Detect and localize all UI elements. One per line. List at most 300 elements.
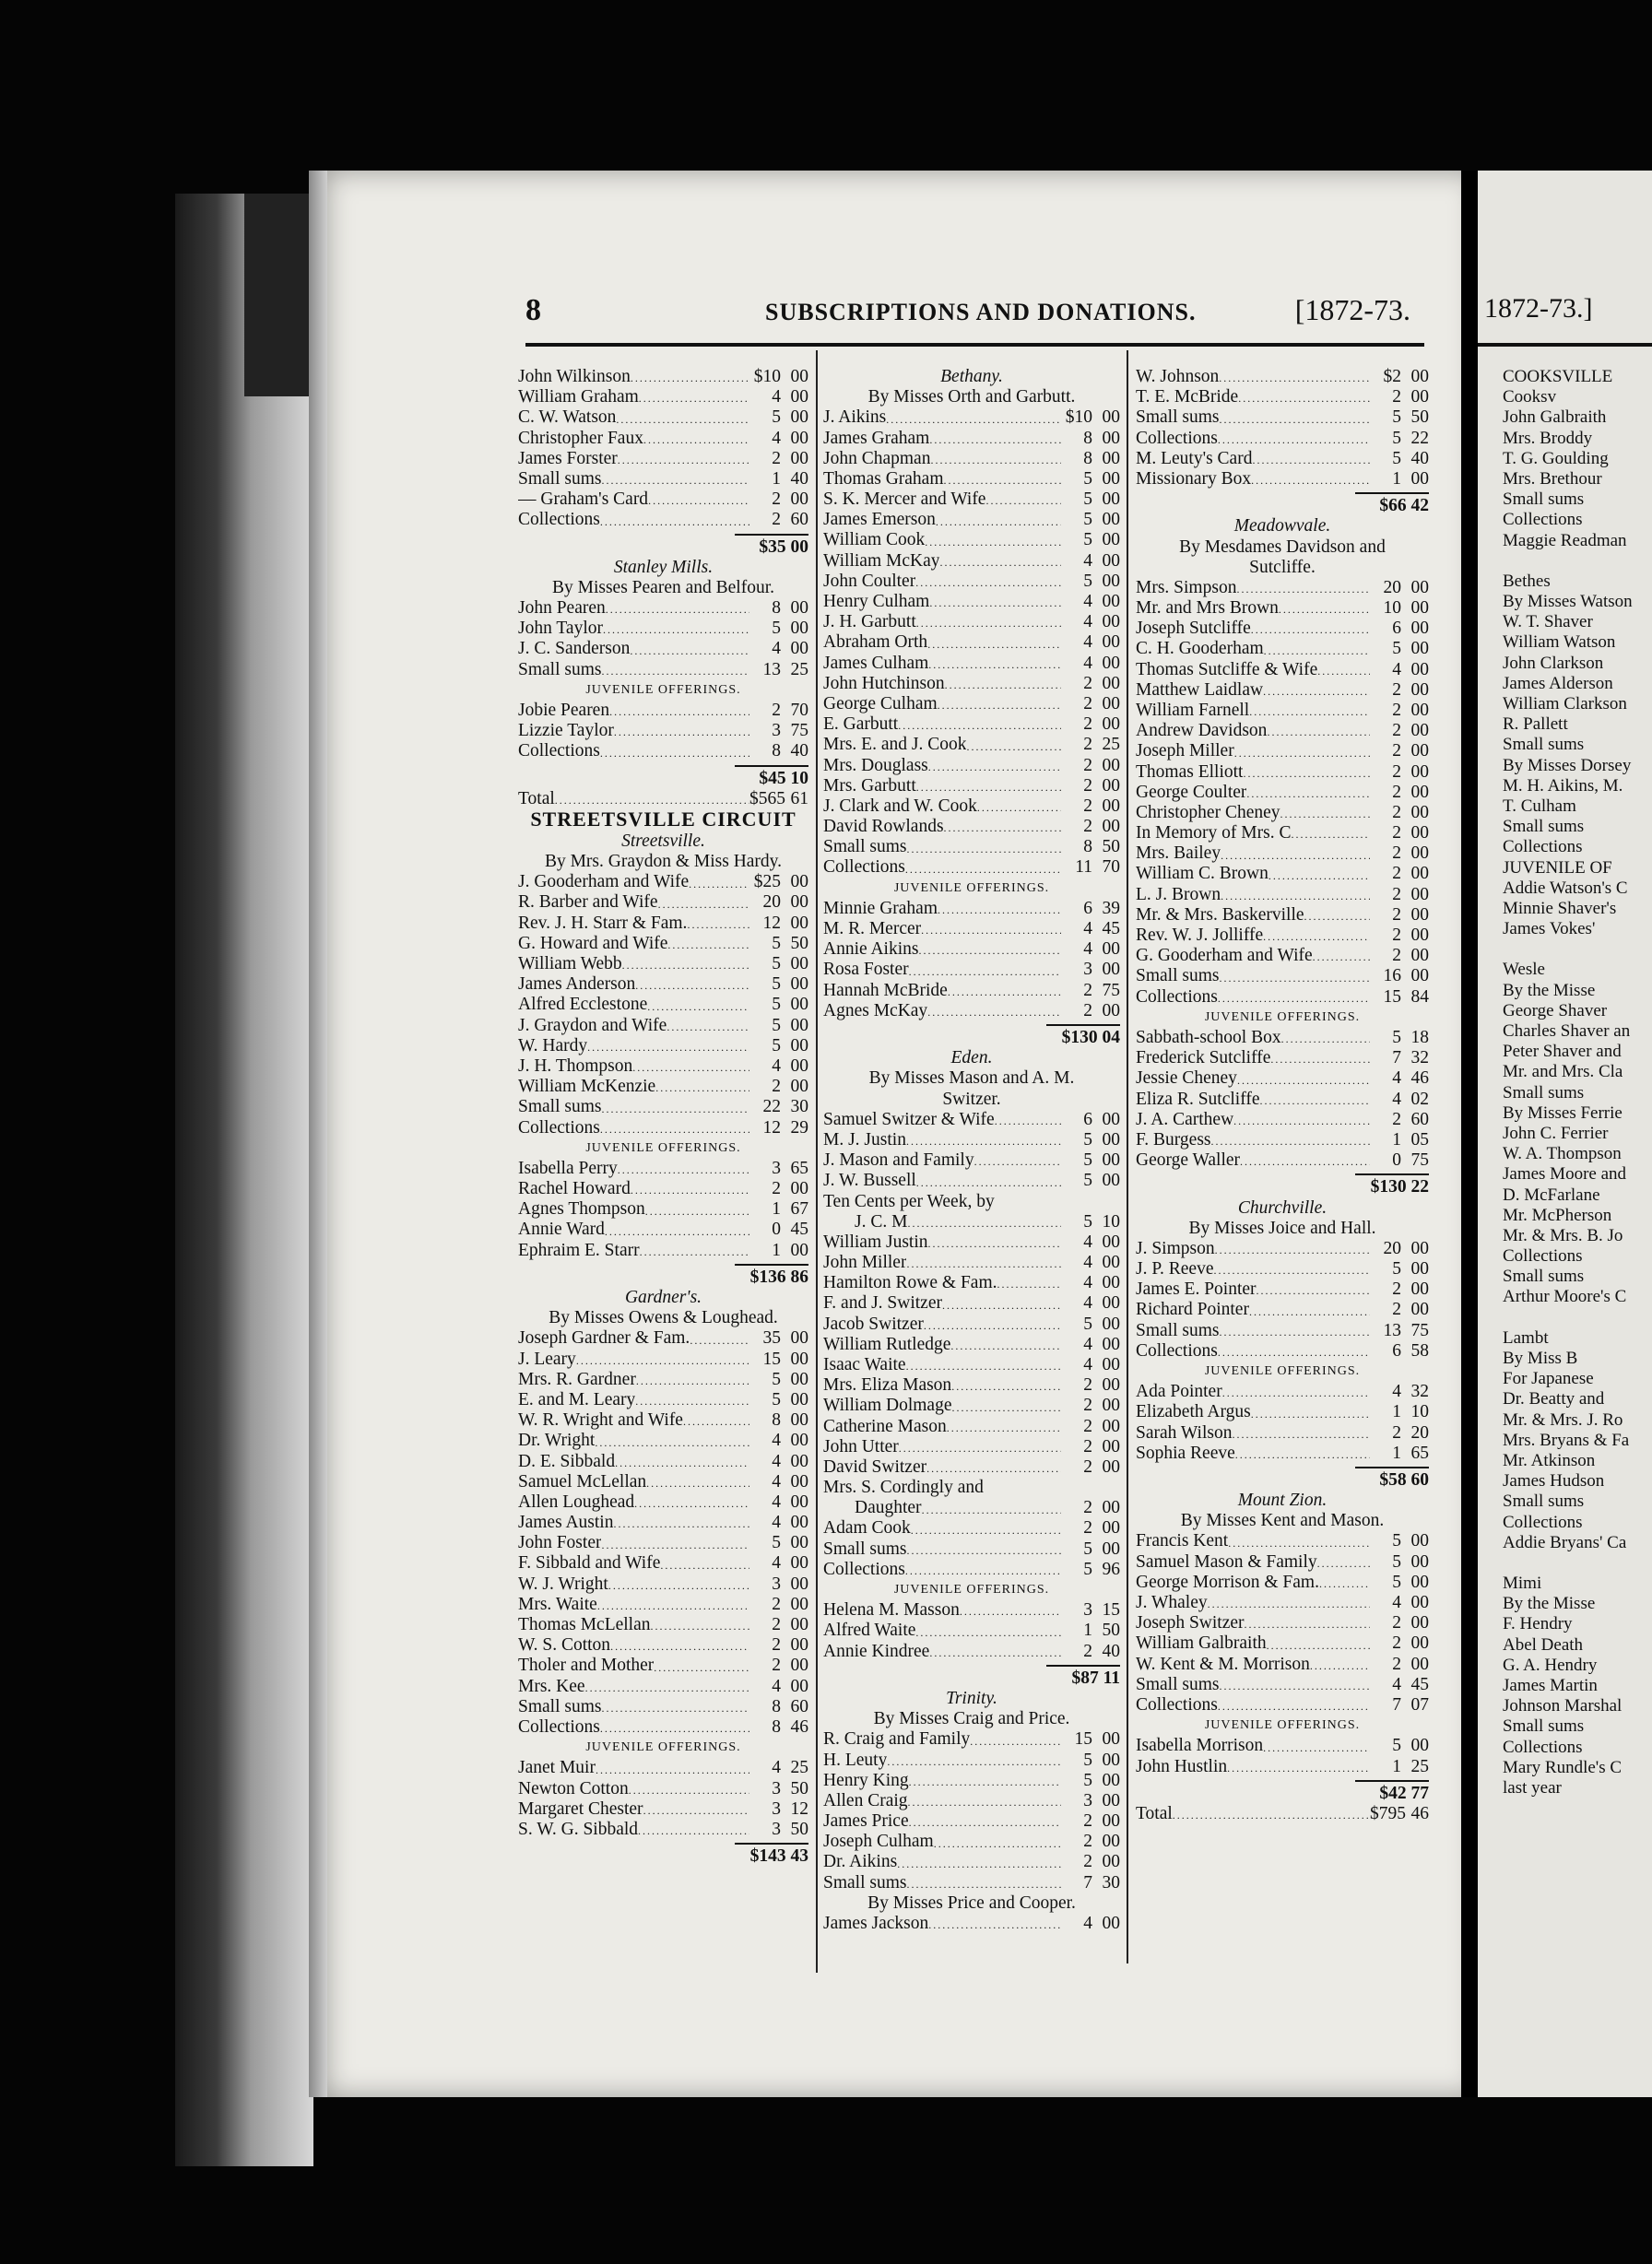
leader-dots [1234,747,1370,762]
entry-row [823,694,1120,714]
entry-row [518,387,808,407]
entry-row [518,1159,808,1179]
leader-dots [601,1103,749,1118]
right-page-line: Small sums [1503,1716,1585,1737]
right-page-line: Mimi [1503,1574,1542,1594]
entry-row [823,1253,1120,1273]
leader-dots [1219,972,1370,987]
donor-name: J. H. Garbutt [823,612,916,632]
amount-cents: 30 [1102,1872,1120,1893]
leader-dots [1219,413,1370,429]
entry-row [1136,1444,1429,1464]
amount-dollars: 4 [1392,1068,1401,1089]
amount-dollars: 1 [772,468,781,489]
right-page-line: Minnie Shaver's [1503,898,1617,918]
donor-name: Thomas Graham [823,468,944,489]
subtotal: $130 22 [1370,1177,1429,1197]
donor-name: Annie Kindree [823,1641,930,1661]
donor-name: J. H. Thompson [518,1055,633,1076]
amount-cents: 00 [790,598,808,619]
entry-row [518,1056,808,1077]
leader-dots [966,740,1061,756]
amount-cents: 75 [790,721,808,741]
entry-row [1136,946,1429,966]
amount-cents: 00 [1410,577,1429,597]
entry-row [1136,1695,1429,1716]
leader-dots [1243,767,1370,783]
donor-name: Henry Culham [823,592,930,612]
leader-dots [638,1824,749,1840]
collectors-line: By Misses Joice and Hall. [1188,1218,1376,1238]
donor-name: Jessie Cheney [1136,1068,1237,1089]
donor-name: Mrs. Douglass [823,755,928,775]
amount-cents: 60 [790,510,808,530]
entry-row [823,551,1120,572]
amount-cents: 00 [1410,966,1429,986]
amount-cents: 00 [1410,721,1429,741]
entry-row [823,837,1120,857]
entry-row [823,981,1120,1001]
amount-cents: 00 [1102,775,1120,796]
subtotal: $58 60 [1379,1469,1429,1490]
leader-dots [909,1775,1061,1791]
donor-name: W. Johnson [1136,366,1220,386]
entry-row [518,1492,808,1513]
right-page-line: John Clarkson [1503,653,1604,673]
amount-dollars: 8 [1083,428,1092,448]
subtotal: $130 04 [1061,1028,1120,1047]
leader-dots [886,413,1061,429]
leader-dots [939,556,1061,572]
amount-dollars: 2 [1392,1300,1401,1320]
entry-row [823,1457,1120,1478]
leader-dots [922,1503,1061,1519]
amount-dollars: 2 [1083,735,1092,755]
leader-dots [926,1462,1061,1478]
entry-row [518,1472,808,1492]
donor-name: Christopher Cheney [1136,802,1280,822]
donor-name: Mrs. Kee [518,1676,585,1696]
donor-name: J. A. Carthew [1136,1109,1234,1129]
amount-dollars: 2 [1392,1633,1401,1654]
entry-row [1136,619,1429,639]
entry-row [518,1097,808,1117]
leader-dots [600,1123,749,1138]
amount-dollars: 2 [1392,1109,1401,1129]
donor-name: M. Leuty's Card [1136,448,1253,468]
entry-row [823,735,1120,755]
entry-row [1136,1341,1429,1362]
leader-dots [1319,1577,1370,1593]
leader-dots [970,1735,1061,1751]
page-gutter [1461,171,1478,2097]
amount-cents: 00 [790,428,808,448]
leader-dots [995,1114,1061,1130]
amount-dollars: 7 [1392,1694,1401,1715]
donor-name: Samuel Switzer & Wife [823,1109,995,1129]
amount-cents: 46 [1410,1068,1429,1089]
entry-row [1136,1279,1429,1300]
donor-name: M. R. Mercer [823,919,922,939]
amount-cents: 00 [1102,1790,1120,1810]
amount-cents: 40 [1102,1641,1120,1661]
donor-name: James Emerson [823,510,936,530]
donor-name: Collections [518,510,600,530]
donor-name: E. and M. Leary [518,1389,636,1409]
amount-cents: 40 [790,741,808,761]
amount-dollars: 5 [1392,1736,1401,1756]
leader-dots [1219,1326,1370,1341]
amount-cents: 00 [1410,1654,1429,1674]
amount-dollars: 4 [772,1513,781,1533]
right-page-line: Collections [1503,837,1583,857]
entry-row [1136,885,1429,905]
leader-dots [929,433,1061,449]
right-page-line: By Misses Watson [1503,592,1633,612]
amount-cents: 32 [1410,1382,1429,1402]
amount-dollars: 6 [1083,1109,1092,1129]
subtotal: $136 86 [749,1267,808,1287]
leader-dots [908,1796,1061,1811]
amount-dollars: 13 [1383,1320,1401,1340]
donor-name: Frederick Sutcliffe [1136,1048,1271,1068]
donor-name: John Chapman [823,448,931,468]
donor-name: Mrs. Garbutt [823,775,916,796]
leader-dots [634,1497,749,1513]
entry-row [823,1375,1120,1396]
donor-name: R. Barber and Wife [518,892,658,913]
amount-dollars: 4 [1083,632,1092,653]
column-3 [1136,367,1429,1824]
entry-row [518,1820,808,1840]
leader-dots [947,1421,1061,1437]
amount-dollars: 2 [772,448,781,468]
leader-dots [960,1605,1061,1621]
entry-row [518,1036,808,1056]
amount-dollars: 2 [1392,926,1401,946]
leader-dots [927,638,1061,654]
leader-dots [927,1006,1061,1021]
leader-dots [944,474,1061,489]
amount-cents: 45 [1102,919,1120,939]
donor-name: Mrs. Simpson [1136,577,1237,597]
entry-row [1136,449,1429,469]
entry-row [1136,1675,1429,1695]
amount-cents: 00 [1410,823,1429,843]
amount-cents: 00 [1102,1770,1120,1790]
right-page-line: W. T. Shaver [1503,612,1593,632]
donor-name: Thomas Elliott [1136,761,1244,782]
amount-cents: 32 [1410,1048,1429,1068]
entry-row [823,1437,1120,1457]
amount-cents: 00 [790,1349,808,1369]
entry-row [823,674,1120,694]
right-page-line [1503,1308,1652,1328]
entry-row [823,960,1120,980]
right-page-line: F. Hendry [1503,1614,1573,1634]
donor-name: W. Kent & M. Morrison [1136,1654,1310,1674]
donor-name: J. Aikins [823,407,887,428]
leader-dots [997,1278,1062,1293]
donor-name: Small sums [1136,966,1220,986]
leader-dots [615,1456,749,1472]
amount-dollars: 6 [1392,619,1401,639]
amount-cents: 00 [1410,366,1429,386]
amount-cents: 67 [790,1199,808,1220]
entry-row [1136,469,1429,489]
donor-name: Joseph Gardner & Fam. [518,1328,690,1349]
entry-row [518,489,808,510]
amount-cents: 00 [1102,1498,1120,1518]
leader-dots [1313,950,1370,966]
amount-cents: 00 [790,1369,808,1389]
amount-cents: 00 [790,639,808,659]
amount-cents: 00 [790,366,808,386]
amount-dollars: 2 [772,1179,781,1199]
donor-name: William C. Brown [1136,864,1268,884]
entry-row [1136,905,1429,926]
donor-name: Small sums [518,1696,602,1716]
entry-row [518,469,808,489]
section-heading: Gardner's. [624,1288,702,1308]
entry-row [518,1697,808,1717]
donor-name: Small sums [1136,1674,1220,1694]
entry-row [518,1241,808,1261]
amount-dollars: 15 [762,1349,781,1369]
donor-name: Janet Muir [518,1758,596,1778]
juvenile-heading: JUVENILE OFFERINGS. [585,682,741,697]
column-2 [823,367,1120,1934]
donor-name: Samuel McLellan [518,1471,647,1492]
donor-name: William Justin [823,1232,928,1252]
amount-dollars: 2 [1083,673,1092,693]
leader-dots [1249,1305,1370,1321]
donor-name: William McKenzie [518,1077,656,1097]
right-page-line: By Misses Dorsey [1503,755,1632,775]
amount-cents: 00 [1410,864,1429,884]
amount-cents: 00 [1102,1129,1120,1150]
header-rule [525,343,1424,347]
amount-dollars: 1 [1083,1621,1092,1641]
leader-dots [1317,1557,1370,1573]
amount-dollars: 5 [1392,1027,1401,1047]
donor-name: Joseph Culham [823,1832,934,1852]
collectors-line: By Misses Pearen and Belfour. [551,577,774,597]
leader-dots [1208,1598,1370,1613]
amount-cents: 00 [1410,926,1429,946]
subtotal: $42 77 [1379,1783,1429,1803]
donor-name: J. Whaley [1136,1593,1208,1613]
entry-row [518,741,808,761]
entry-row [823,817,1120,837]
leader-dots [1310,1659,1370,1675]
entry-row [823,899,1120,919]
right-page-line: Collections [1503,510,1583,530]
subtotal-rule [735,765,808,767]
entry-row [823,1600,1120,1621]
entry-row [823,654,1120,674]
leader-dots [928,658,1061,674]
amount-dollars: $795 [1370,1803,1406,1823]
donor-name: Isaac Waite [823,1354,906,1374]
leader-dots [906,1135,1061,1150]
collectors-line: By Misses Owens & Loughead. [549,1308,778,1328]
amount-dollars: 2 [1392,741,1401,761]
leader-dots [1317,665,1370,680]
amount-cents: 00 [1102,1852,1120,1872]
donor-name: Dr. Aikins [823,1852,898,1872]
amount-cents: 00 [1410,659,1429,679]
amount-cents: 20 [1410,1422,1429,1443]
donor-name: George Waller [1136,1150,1241,1171]
right-page-line: Collections [1503,1512,1583,1532]
amount-dollars: 3 [772,721,781,741]
leader-dots [1214,1264,1371,1279]
amount-cents: 00 [790,872,808,892]
amount-dollars: 2 [1392,761,1401,782]
amount-dollars: 3 [772,1574,781,1594]
entry-row [1136,1028,1429,1048]
entry-row [518,1199,808,1220]
entry-row [823,1751,1120,1771]
donor-name: James Graham [823,428,930,448]
entry-row [518,974,808,995]
right-page-line: Charles Shaver an [1503,1021,1631,1041]
amount-cents: 00 [1102,1354,1120,1374]
leader-dots [905,863,1061,878]
leader-dots [1251,623,1370,639]
leader-dots [1252,454,1370,469]
amount-dollars: 2 [1083,1641,1092,1661]
entry-row [518,954,808,974]
donor-name: J. C. Sanderson [518,639,631,659]
right-page-line: Arthur Moore's C [1503,1287,1627,1307]
right-page-line: Small sums [1503,1492,1585,1512]
amount-dollars: 2 [1083,1416,1092,1436]
right-page-line [1503,939,1652,960]
donor-name: Isabella Morrison [1136,1736,1264,1756]
donor-name: Small sums [823,1872,907,1893]
entry-row [823,756,1120,776]
amount-dollars: 2 [1392,946,1401,966]
entry-row [518,1656,808,1676]
entry-row [823,714,1120,735]
amount-dollars: 5 [772,619,781,639]
leader-dots [921,924,1061,939]
leader-dots [585,1681,749,1697]
donor-name: Henry King [823,1770,909,1790]
entry-row [823,939,1120,960]
donor-name: Collections [1136,1694,1218,1715]
amount-dollars: 5 [772,995,781,1015]
entry-row [823,1519,1120,1539]
donor-name: Isabella Perry [518,1158,618,1178]
amount-cents: 00 [1102,1375,1120,1396]
section-heading: Streetsville. [621,831,705,851]
donor-name: David Rowlands [823,817,944,837]
entry-row [823,1539,1120,1560]
entry-row [823,1293,1120,1314]
donor-name: William McKay [823,550,940,571]
leader-dots [1236,583,1370,598]
amount-dollars: 4 [772,639,781,659]
amount-cents: 00 [1102,530,1120,550]
donor-name: Collections [1136,428,1218,448]
leader-dots [938,699,1061,714]
right-page-line [1503,1553,1652,1574]
leader-dots [1263,685,1370,701]
entry-row [1136,578,1429,598]
amount-cents: 00 [1410,700,1429,720]
donor-name: R. Craig and Family [823,1729,971,1750]
amount-dollars: 4 [772,1451,781,1471]
amount-dollars: 5 [772,974,781,995]
donor-name: Sophia Reeve [1136,1443,1235,1463]
amount-dollars: 3 [772,1798,781,1819]
amount-cents: 00 [790,1533,808,1553]
amount-dollars: 4 [1083,612,1092,632]
leader-dots [934,1837,1061,1853]
right-page-line: Small sums [1503,1082,1585,1103]
amount-cents: 00 [1102,1171,1120,1191]
amount-dollars: 1 [1392,1756,1401,1776]
entry-row [518,1513,808,1533]
donor-name: Small sums [518,1097,602,1117]
donor-name: Eliza R. Sutcliffe [1136,1089,1260,1109]
amount-cents: 07 [1410,1694,1429,1715]
amount-cents: 22 [1410,428,1429,448]
amount-dollars: 3 [772,1778,781,1798]
entry-row [518,1118,808,1138]
donor-name: Ephraim E. Starr [518,1240,640,1260]
amount-dollars: 5 [772,954,781,974]
amount-dollars: 5 [1083,1770,1092,1790]
amount-dollars: 2 [1083,1396,1092,1416]
right-page-line: Addie Bryans' Ca [1503,1532,1627,1552]
amount-dollars: 12 [762,913,781,933]
donor-name: William Webb [518,954,622,974]
amount-cents: 75 [1410,1320,1429,1340]
entry-row [518,1410,808,1431]
amount-cents: 00 [790,1389,808,1409]
entry-row [823,1873,1120,1893]
donor-name: John Utter [823,1436,899,1456]
amount-dollars: 4 [772,1676,781,1696]
leader-dots [1221,890,1370,905]
amount-cents: 00 [1102,1436,1120,1456]
right-page-line: Wesle [1503,960,1545,980]
donor-name: James Price [823,1811,909,1832]
entry-row [823,1560,1120,1580]
donor-name: J. P. Reeve [1136,1259,1214,1279]
donor-name: W. S. Cotton [518,1635,611,1656]
amount-dollars: 2 [1392,679,1401,700]
leader-dots [1280,808,1370,823]
leader-dots [1279,603,1370,619]
donor-name: David Switzer [823,1456,927,1477]
entry-row [1136,987,1429,1008]
leader-dots [647,1000,749,1016]
donor-name: James Jackson [823,1914,929,1934]
donor-name: James E. Pointer [1136,1279,1257,1300]
donor-name: Margaret Chester [518,1798,643,1819]
amount-dollars: 2 [1083,817,1092,837]
donor-name: Agnes McKay [823,1000,928,1020]
donor-name: Mrs. R. Gardner [518,1369,636,1389]
amount-dollars: 4 [1083,1293,1092,1314]
entry-row [1136,1110,1429,1130]
leader-dots [925,536,1061,551]
